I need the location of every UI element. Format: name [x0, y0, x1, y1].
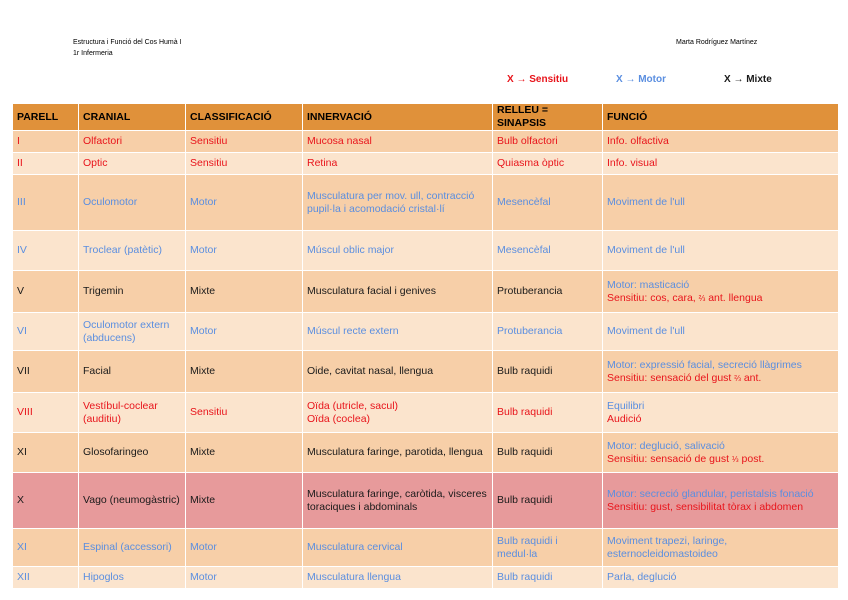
funcio-sensory: Sensitiu: gust, sensibilitat tòrax i abdomen	[607, 500, 804, 513]
cell-cranial: Oculomotor	[79, 175, 186, 231]
table-row	[13, 393, 839, 433]
cell-cranial: Trigemin	[79, 271, 186, 313]
cell-classificacio: Mixte	[186, 351, 303, 393]
table-row	[13, 153, 839, 175]
cell-cranial: Hipoglos	[79, 567, 186, 589]
cell-relleu: Quiasma òptic	[493, 153, 603, 175]
cell-funcio: Moviment de l'ull	[603, 175, 839, 231]
cell-innervacio: Musculatura faringe, caròtida, visceres toraciques i abdominals	[303, 473, 493, 529]
cell-cranial: Optic	[79, 153, 186, 175]
cell-parell: IV	[13, 231, 79, 271]
table-row	[13, 231, 839, 271]
cell-classificacio: Motor	[186, 175, 303, 231]
fraction: ⅔	[698, 293, 706, 303]
cell-innervacio: Musculatura facial i genives	[303, 271, 493, 313]
cell-innervacio: Oïda (utricle, sacul) Oïda (coclea)	[303, 393, 493, 433]
table-row	[13, 529, 839, 567]
cell-parell: XI	[13, 529, 79, 567]
cell-innervacio: Oide, cavitat nasal, llengua	[303, 351, 493, 393]
cell-classificacio: Motor	[186, 529, 303, 567]
cell-funcio: Info. visual	[603, 153, 839, 175]
cell-classificacio: Mixte	[186, 473, 303, 529]
cell-classificacio: Sensitiu	[186, 131, 303, 153]
cell-classificacio: Sensitiu	[186, 393, 303, 433]
cell-parell: VII	[13, 351, 79, 393]
legend-motor: X → Motor	[616, 74, 666, 85]
table-row	[13, 473, 839, 529]
cell-parell: VIII	[13, 393, 79, 433]
cell-innervacio: Musculatura per mov. ull, contracció pupil·la i acomodació cristal·lí	[303, 175, 493, 231]
cell-parell: I	[13, 131, 79, 153]
cell-parell: XI	[13, 433, 79, 473]
cell-funcio: Moviment de l'ull	[603, 313, 839, 351]
cell-cranial: Troclear (patètic)	[79, 231, 186, 271]
funcio-motor: Motor: secreció glandular, peristalsis fonació	[607, 487, 814, 500]
table-row	[13, 433, 839, 473]
cranial-nerves-table	[12, 103, 839, 589]
legend-sensory: X → Sensitiu	[507, 74, 569, 85]
table-row	[13, 131, 839, 153]
cell-cranial: Oculomotor extern (abducens)	[79, 313, 186, 351]
cell-relleu: Bulb raquidi	[493, 433, 603, 473]
fraction: ⅓	[731, 454, 739, 464]
cell-funcio	[603, 433, 839, 473]
cell-parell: XII	[13, 567, 79, 589]
cell-relleu: Bulb raquidi	[493, 351, 603, 393]
cell-classificacio: Motor	[186, 313, 303, 351]
cell-innervacio: Múscul oblic major	[303, 231, 493, 271]
cell-classificacio: Motor	[186, 567, 303, 589]
cell-relleu: Mesencèfal	[493, 231, 603, 271]
cell-classificacio: Motor	[186, 231, 303, 271]
legend-mixed: X → Mixte	[724, 74, 772, 85]
course-title: Estructura i Funció del Cos Humà I	[73, 39, 182, 46]
cell-cranial: Glosofaringeo	[79, 433, 186, 473]
cell-funcio: Equilibri Audició	[603, 393, 839, 433]
cell-innervacio: Mucosa nasal	[303, 131, 493, 153]
col-header-cranial: CRANIAL	[79, 104, 186, 131]
document-header-left	[73, 37, 182, 59]
table-row	[13, 567, 839, 589]
funcio-motor: Motor: deglució, salivació	[607, 439, 725, 452]
cell-funcio: Moviment trapezi, laringe, esternocleidomastoideo	[603, 529, 839, 567]
cell-cranial: Olfactori	[79, 131, 186, 153]
cell-classificacio: Mixte	[186, 271, 303, 313]
table-row	[13, 313, 839, 351]
funcio-sensory: Sensitiu: sensació del gust ⅔ ant.	[607, 371, 762, 384]
cell-funcio	[603, 351, 839, 393]
cell-innervacio: Retina	[303, 153, 493, 175]
cell-relleu: Protuberancia	[493, 313, 603, 351]
cell-funcio: Info. olfactiva	[603, 131, 839, 153]
cell-funcio	[603, 473, 839, 529]
cell-parell: V	[13, 271, 79, 313]
cell-cranial: Espinal (accessori)	[79, 529, 186, 567]
funcio-motor: Motor: expressió facial, secreció llàgrimes	[607, 358, 802, 371]
cell-cranial: Vago (neumogàstric)	[79, 473, 186, 529]
cell-parell: III	[13, 175, 79, 231]
table-row	[13, 351, 839, 393]
funcio-sensory: Sensitiu: sensació de gust ⅓ post.	[607, 452, 765, 465]
cell-innervacio: Musculatura faringe, parotida, llengua	[303, 433, 493, 473]
cell-innervacio: Múscul recte extern	[303, 313, 493, 351]
cell-parell: X	[13, 473, 79, 529]
table-row	[13, 175, 839, 231]
col-header-funcio: FUNCIÓ	[603, 104, 839, 131]
col-header-relleu: RELLEU = SINAPSIS	[493, 104, 603, 131]
cell-relleu: Bulb raquidi	[493, 567, 603, 589]
cell-classificacio: Sensitiu	[186, 153, 303, 175]
cell-funcio	[603, 271, 839, 313]
cell-funcio: Parla, deglució	[603, 567, 839, 589]
col-header-parell: PARELL	[13, 104, 79, 131]
author-name: Marta Rodríguez Martínez	[676, 39, 758, 46]
cell-cranial: Vestíbul-coclear (auditiu)	[79, 393, 186, 433]
cell-parell: II	[13, 153, 79, 175]
cell-innervacio: Musculatura llengua	[303, 567, 493, 589]
cell-relleu: Protuberancia	[493, 271, 603, 313]
cell-relleu: Mesencèfal	[493, 175, 603, 231]
cell-relleu: Bulb raquidi	[493, 473, 603, 529]
table-row	[13, 271, 839, 313]
fraction: ⅔	[734, 373, 741, 383]
cell-relleu: Bulb olfactori	[493, 131, 603, 153]
table-header-row	[13, 104, 839, 131]
col-header-classificacio: CLASSIFICACIÓ	[186, 104, 303, 131]
cell-classificacio: Mixte	[186, 433, 303, 473]
cell-cranial: Facial	[79, 351, 186, 393]
cell-innervacio: Musculatura cervical	[303, 529, 493, 567]
col-header-innervacio: INNERVACIÓ	[303, 104, 493, 131]
funcio-motor: Motor: masticació	[607, 278, 690, 291]
cell-parell: VI	[13, 313, 79, 351]
cell-relleu: Bulb raquidi	[493, 393, 603, 433]
funcio-sensory: Sensitiu: cos, cara, ⅔ ant. llengua	[607, 291, 763, 304]
course-year: 1r Infermeria	[73, 50, 113, 57]
cell-funcio: Moviment de l'ull	[603, 231, 839, 271]
cell-relleu: Bulb raquidi i medul·la	[493, 529, 603, 567]
